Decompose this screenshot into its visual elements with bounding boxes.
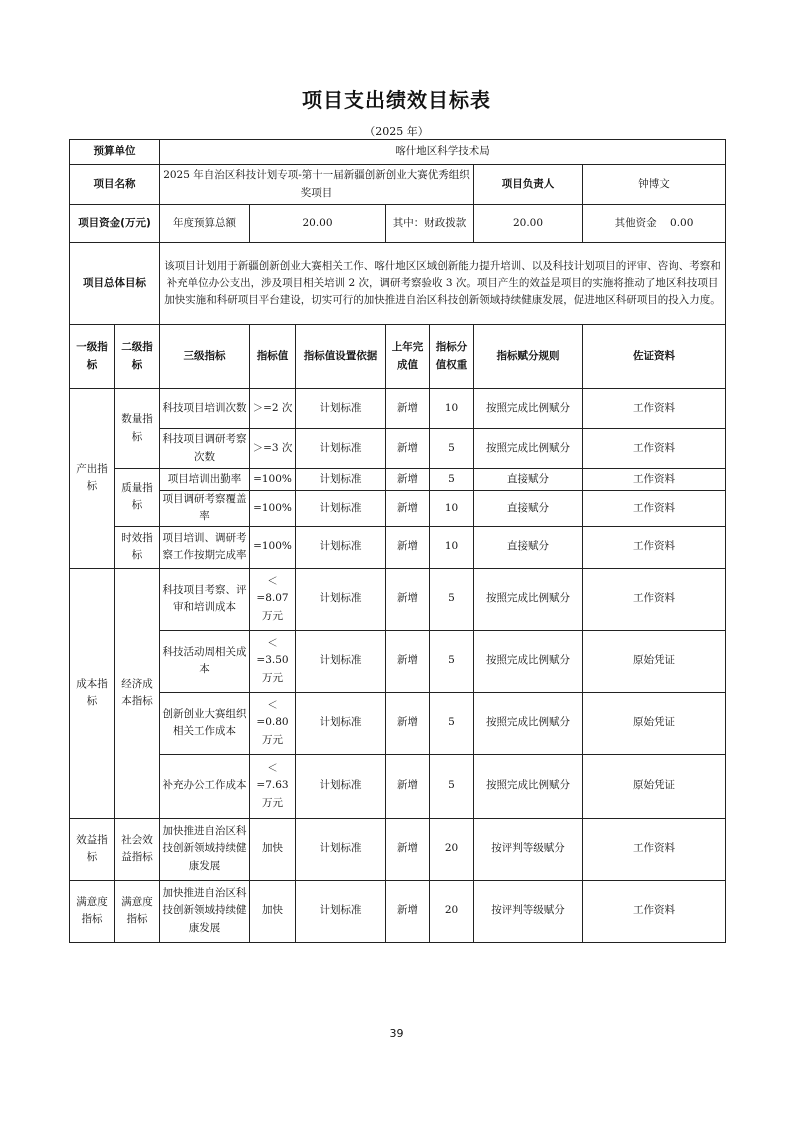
indicator-value: ＜ =7.63 万元	[250, 754, 296, 818]
indicator-evidence: 原始凭证	[583, 630, 726, 692]
indicator-name: 加快推进自治区科技创新领域持续健康发展	[160, 818, 250, 880]
indicator-basis: 计划标准	[296, 568, 386, 630]
level2-quality: 质量指标	[115, 469, 160, 527]
indicator-weight: 10	[430, 526, 474, 568]
indicator-rule: 按评判等级赋分	[474, 818, 583, 880]
indicator-last-year: 新增	[386, 491, 430, 527]
indicator-rule: 按照完成比例赋分	[474, 568, 583, 630]
level2-timeliness: 时效指标	[115, 526, 160, 568]
table-row	[70, 880, 726, 942]
level1-satisfaction: 满意度指标	[70, 880, 115, 942]
indicator-value: =100%	[250, 491, 296, 527]
indicator-weight: 5	[430, 429, 474, 469]
indicator-rule: 按照完成比例赋分	[474, 692, 583, 754]
indicator-value: =100%	[250, 469, 296, 491]
indicator-value: ＜ =3.50 万元	[250, 630, 296, 692]
indicator-basis: 计划标准	[296, 491, 386, 527]
unit-row	[70, 140, 726, 165]
level2-economic: 经济成本指标	[115, 568, 160, 818]
indicator-last-year: 新增	[386, 568, 430, 630]
indicator-weight: 20	[430, 880, 474, 942]
indicator-value: ＞=2 次	[250, 389, 296, 429]
indicator-evidence: 工作资料	[583, 568, 726, 630]
fiscal-label: 其中：财政拨款	[386, 205, 474, 243]
indicator-last-year: 新增	[386, 389, 430, 429]
indicator-last-year: 新增	[386, 469, 430, 491]
indicator-last-year: 新增	[386, 429, 430, 469]
level2-quantity: 数量指标	[115, 389, 160, 469]
indicator-weight: 5	[430, 568, 474, 630]
annual-budget-label: 年度预算总额	[160, 205, 250, 243]
indicator-rule: 按照完成比例赋分	[474, 630, 583, 692]
indicator-rule: 直接赋分	[474, 469, 583, 491]
indicator-name: 项目培训出勤率	[160, 469, 250, 491]
table-row	[70, 630, 726, 692]
project-name-value: 2025 年自治区科技计划专项-第十一届新疆创新创业大赛优秀组织奖项目	[160, 165, 474, 205]
indicator-evidence: 原始凭证	[583, 754, 726, 818]
fiscal-value: 20.00	[474, 205, 583, 243]
table-row	[70, 469, 726, 491]
owner-value: 钟博文	[583, 165, 726, 205]
col-level1: 一级指标	[70, 325, 115, 389]
indicator-last-year: 新增	[386, 818, 430, 880]
performance-table	[69, 139, 726, 943]
col-level2: 二级指标	[115, 325, 160, 389]
indicator-rule: 按照完成比例赋分	[474, 429, 583, 469]
indicator-evidence: 工作资料	[583, 818, 726, 880]
level2-social: 社会效益指标	[115, 818, 160, 880]
page-number: 39	[389, 1027, 404, 1040]
indicator-basis: 计划标准	[296, 630, 386, 692]
indicator-weight: 10	[430, 491, 474, 527]
indicator-evidence: 工作资料	[583, 880, 726, 942]
project-name-row	[70, 165, 726, 205]
indicator-rule: 按照完成比例赋分	[474, 754, 583, 818]
indicator-weight: 10	[430, 389, 474, 429]
indicator-basis: 计划标准	[296, 469, 386, 491]
indicator-name: 加快推进自治区科技创新领域持续健康发展	[160, 880, 250, 942]
funds-label: 项目资金(万元)	[70, 205, 160, 243]
col-last-year: 上年完成值	[386, 325, 430, 389]
indicator-name: 科技项目调研考察次数	[160, 429, 250, 469]
funds-row	[70, 205, 726, 243]
other-funds-label: 其他资金	[614, 216, 657, 229]
col-value: 指标值	[250, 325, 296, 389]
indicator-name: 科技项目培训次数	[160, 389, 250, 429]
indicator-name: 项目调研考察覆盖率	[160, 491, 250, 527]
col-rule: 指标赋分规则	[474, 325, 583, 389]
col-weight: 指标分值权重	[430, 325, 474, 389]
col-level3: 三级指标	[160, 325, 250, 389]
indicator-name: 创新创业大赛组织相关工作成本	[160, 692, 250, 754]
level1-output: 产出指标	[70, 389, 115, 569]
indicator-rule: 直接赋分	[474, 491, 583, 527]
indicator-weight: 5	[430, 754, 474, 818]
indicator-basis: 计划标准	[296, 754, 386, 818]
level1-benefit: 效益指标	[70, 818, 115, 880]
col-basis: 指标值设置依据	[296, 325, 386, 389]
indicator-basis: 计划标准	[296, 429, 386, 469]
indicator-value: ＜ =8.07 万元	[250, 568, 296, 630]
indicator-name: 科技活动周相关成本	[160, 630, 250, 692]
annual-budget-value: 20.00	[250, 205, 386, 243]
indicator-rule: 按照完成比例赋分	[474, 389, 583, 429]
table-row	[70, 389, 726, 429]
indicator-weight: 5	[430, 630, 474, 692]
indicator-value: =100%	[250, 526, 296, 568]
table-row	[70, 429, 726, 469]
year-label: （2025 年）	[364, 125, 429, 138]
table-row	[70, 568, 726, 630]
level1-cost: 成本指标	[70, 568, 115, 818]
table-row	[70, 818, 726, 880]
indicator-basis: 计划标准	[296, 880, 386, 942]
goal-value: 该项目计划用于新疆创新创业大赛相关工作、喀什地区区域创新能力提升培训、以及科技计划项目的评审、咨询、考察和补充单位办公支出，涉及项目相关培训 2 次，调研考察验收 3 次。项目产生的效益是项目的实施将推动了地区科技项目加快实施和科研项目平台建设，切实可行的加快推进自治区科技创新领域持续健康发展，促进地区科研项目的投入力度。	[160, 243, 726, 325]
indicator-weight: 20	[430, 818, 474, 880]
indicator-value: 加快	[250, 818, 296, 880]
indicator-evidence: 工作资料	[583, 389, 726, 429]
indicator-name: 科技项目考察、评审和培训成本	[160, 568, 250, 630]
indicator-last-year: 新增	[386, 630, 430, 692]
indicator-evidence: 工作资料	[583, 526, 726, 568]
indicator-value: ＞=3 次	[250, 429, 296, 469]
indicator-evidence: 原始凭证	[583, 692, 726, 754]
column-header-row	[70, 325, 726, 389]
other-funds-cell	[583, 205, 726, 243]
indicator-basis: 计划标准	[296, 526, 386, 568]
goal-label: 项目总体目标	[70, 243, 160, 325]
unit-value: 喀什地区科学技术局	[160, 140, 726, 165]
indicator-weight: 5	[430, 692, 474, 754]
indicator-last-year: 新增	[386, 526, 430, 568]
goal-row	[70, 243, 726, 325]
indicator-rule: 直接赋分	[474, 526, 583, 568]
other-funds-value: 0.00	[670, 216, 694, 229]
table-row	[70, 754, 726, 818]
project-name-label: 项目名称	[70, 165, 160, 205]
indicator-weight: 5	[430, 469, 474, 491]
indicator-last-year: 新增	[386, 880, 430, 942]
indicator-evidence: 工作资料	[583, 469, 726, 491]
indicator-value: ＜ =0.80 万元	[250, 692, 296, 754]
indicator-basis: 计划标准	[296, 692, 386, 754]
level2-satisfaction: 满意度指标	[115, 880, 160, 942]
indicator-last-year: 新增	[386, 754, 430, 818]
indicator-rule: 按评判等级赋分	[474, 880, 583, 942]
indicator-name: 补充办公工作成本	[160, 754, 250, 818]
indicator-basis: 计划标准	[296, 818, 386, 880]
table-row	[70, 692, 726, 754]
col-evidence: 佐证资料	[583, 325, 726, 389]
indicator-value: 加快	[250, 880, 296, 942]
indicator-evidence: 工作资料	[583, 429, 726, 469]
indicator-evidence: 工作资料	[583, 491, 726, 527]
page-title: 项目支出绩效目标表	[302, 88, 491, 112]
indicator-last-year: 新增	[386, 692, 430, 754]
owner-label: 项目负责人	[474, 165, 583, 205]
unit-label: 预算单位	[70, 140, 160, 165]
table-row	[70, 526, 726, 568]
indicator-name: 项目培训、调研考察工作按期完成率	[160, 526, 250, 568]
indicator-basis: 计划标准	[296, 389, 386, 429]
table-row	[70, 491, 726, 527]
